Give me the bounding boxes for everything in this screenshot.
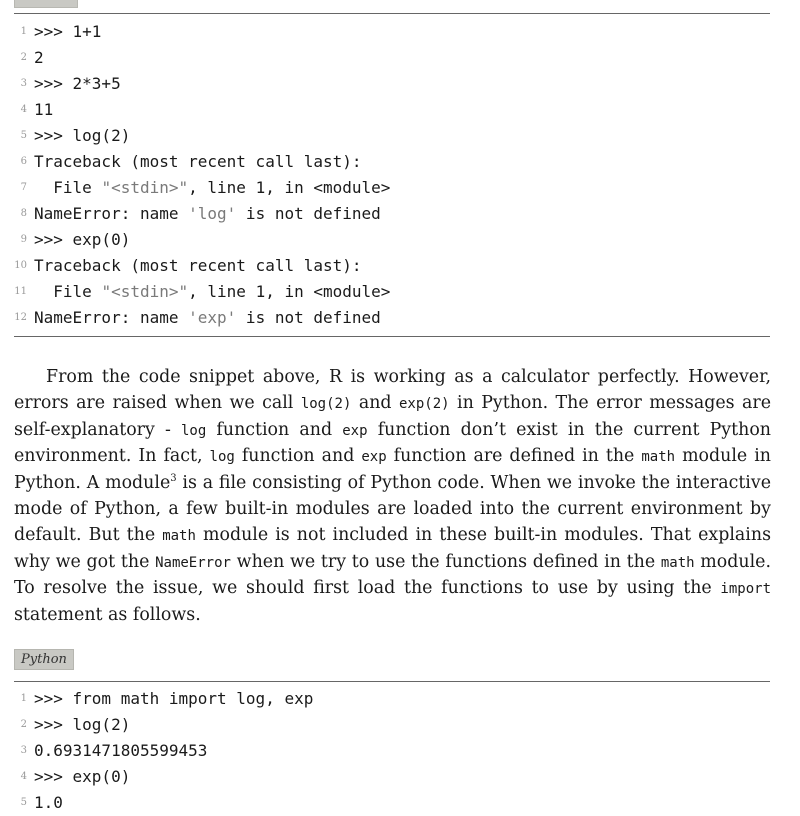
paragraph-text: function and xyxy=(206,419,343,440)
paragraph-text: statement as follows. xyxy=(14,605,201,626)
line-number: 1 xyxy=(20,26,27,37)
paragraph-text: module is not included in these built-in modules. That explains why we got the xyxy=(14,524,771,572)
code-text: >>> from math import log, exp xyxy=(34,689,314,708)
code-line xyxy=(0,764,800,790)
code-segment: NameError: name xyxy=(34,204,189,223)
line-number: 3 xyxy=(20,745,27,756)
string-literal: "<stdin>" xyxy=(101,282,189,301)
code-line xyxy=(0,686,800,712)
line-number: 10 xyxy=(14,260,27,271)
code-line xyxy=(0,279,800,305)
paragraph-text: is a file consisting of Python code. When we invoke the interactive mode of Python, a few built-in modules are loaded into the current environment by default. But the xyxy=(14,473,771,545)
listing-top-rule xyxy=(14,13,770,14)
line-number: 3 xyxy=(20,78,27,89)
code-line xyxy=(0,253,800,279)
code-text: >>> exp(0) xyxy=(34,230,131,249)
inline-code: exp(2) xyxy=(398,395,450,412)
code-segment: , line 1, in <module> xyxy=(188,282,391,301)
line-number: 7 xyxy=(20,182,27,193)
string-literal: 'exp' xyxy=(188,308,237,327)
code-listing-2 xyxy=(0,686,800,816)
code-line xyxy=(0,149,800,175)
code-line xyxy=(0,712,800,738)
footnote-marker[interactable]: 3 xyxy=(170,473,177,485)
body-paragraph xyxy=(14,365,771,629)
code-text: >>> log(2) xyxy=(34,715,131,734)
inline-code: math xyxy=(641,449,676,466)
inline-code: log xyxy=(209,449,235,466)
code-segment: File xyxy=(34,178,102,197)
code-line xyxy=(0,19,800,45)
inline-code: math xyxy=(660,554,695,571)
code-text: Traceback (most recent call last): xyxy=(34,152,362,171)
inline-code: import xyxy=(720,581,771,598)
code-line xyxy=(0,305,800,331)
line-number: 11 xyxy=(14,286,27,297)
inline-code: log xyxy=(180,422,207,439)
code-line xyxy=(0,201,800,227)
code-text xyxy=(34,279,390,305)
code-text xyxy=(34,175,390,201)
code-segment: is not defined xyxy=(236,308,381,327)
listing-label-tab xyxy=(14,0,78,8)
code-line xyxy=(0,738,800,764)
code-line xyxy=(0,227,800,253)
line-number: 9 xyxy=(20,234,27,245)
paragraph-text: and xyxy=(351,392,399,413)
code-text: 11 xyxy=(34,100,54,119)
code-text xyxy=(34,201,381,227)
line-number: 5 xyxy=(20,797,27,808)
string-literal: 'log' xyxy=(188,204,237,223)
paragraph-text: when we try to use the functions defined in the xyxy=(230,551,661,572)
paragraph-text: function are defined in the xyxy=(386,446,642,467)
paragraph-text: function don’t exist in the current Python environment. In fact, xyxy=(14,419,771,467)
line-number: 5 xyxy=(20,130,27,141)
code-line xyxy=(0,175,800,201)
listing-top-rule xyxy=(14,681,770,682)
inline-code: log(2) xyxy=(300,395,352,412)
line-number: 6 xyxy=(20,156,27,167)
string-literal: "<stdin>" xyxy=(101,178,189,197)
code-segment: File xyxy=(34,282,102,301)
code-text: >>> 1+1 xyxy=(34,22,102,41)
code-text: >>> exp(0) xyxy=(34,767,131,786)
paragraph-text: From the code snippet above, R is working as a calculator perfectly. However, errors are raised when we call xyxy=(14,367,771,413)
paragraph-text: module. To resolve the issue, we should first load the functions to use by using the xyxy=(14,551,771,599)
inline-code: NameError xyxy=(155,554,231,571)
line-number: 4 xyxy=(20,104,27,115)
paragraph-text: in Python. The error messages are self-explanatory - xyxy=(14,392,771,440)
paragraph-text: function and xyxy=(234,446,362,467)
line-number: 2 xyxy=(20,719,27,730)
code-text: 0.6931471805599453 xyxy=(34,741,208,760)
code-segment: , line 1, in <module> xyxy=(188,178,391,197)
line-number: 1 xyxy=(20,693,27,704)
listing-language-label: Python xyxy=(14,649,74,670)
code-segment: NameError: name xyxy=(34,308,189,327)
line-number: 12 xyxy=(14,312,27,323)
line-number: 4 xyxy=(20,771,27,782)
code-text: 1.0 xyxy=(34,793,63,812)
code-text: >>> log(2) xyxy=(34,126,131,145)
code-text: Traceback (most recent call last): xyxy=(34,256,362,275)
code-line xyxy=(0,123,800,149)
inline-code: exp xyxy=(361,449,387,466)
code-line xyxy=(0,97,800,123)
code-line xyxy=(0,45,800,71)
code-text: 2 xyxy=(34,48,44,67)
line-number: 2 xyxy=(20,52,27,63)
inline-code: exp xyxy=(342,422,368,439)
code-text xyxy=(34,305,381,331)
inline-code: math xyxy=(162,527,196,544)
line-number: 8 xyxy=(20,208,27,219)
code-text: >>> 2*3+5 xyxy=(34,74,121,93)
listing-bottom-rule xyxy=(14,336,770,337)
code-segment: is not defined xyxy=(236,204,381,223)
paragraph-text: module in Python. A module xyxy=(14,446,771,494)
code-line xyxy=(0,790,800,816)
code-listing-1 xyxy=(0,19,800,331)
code-line xyxy=(0,71,800,97)
